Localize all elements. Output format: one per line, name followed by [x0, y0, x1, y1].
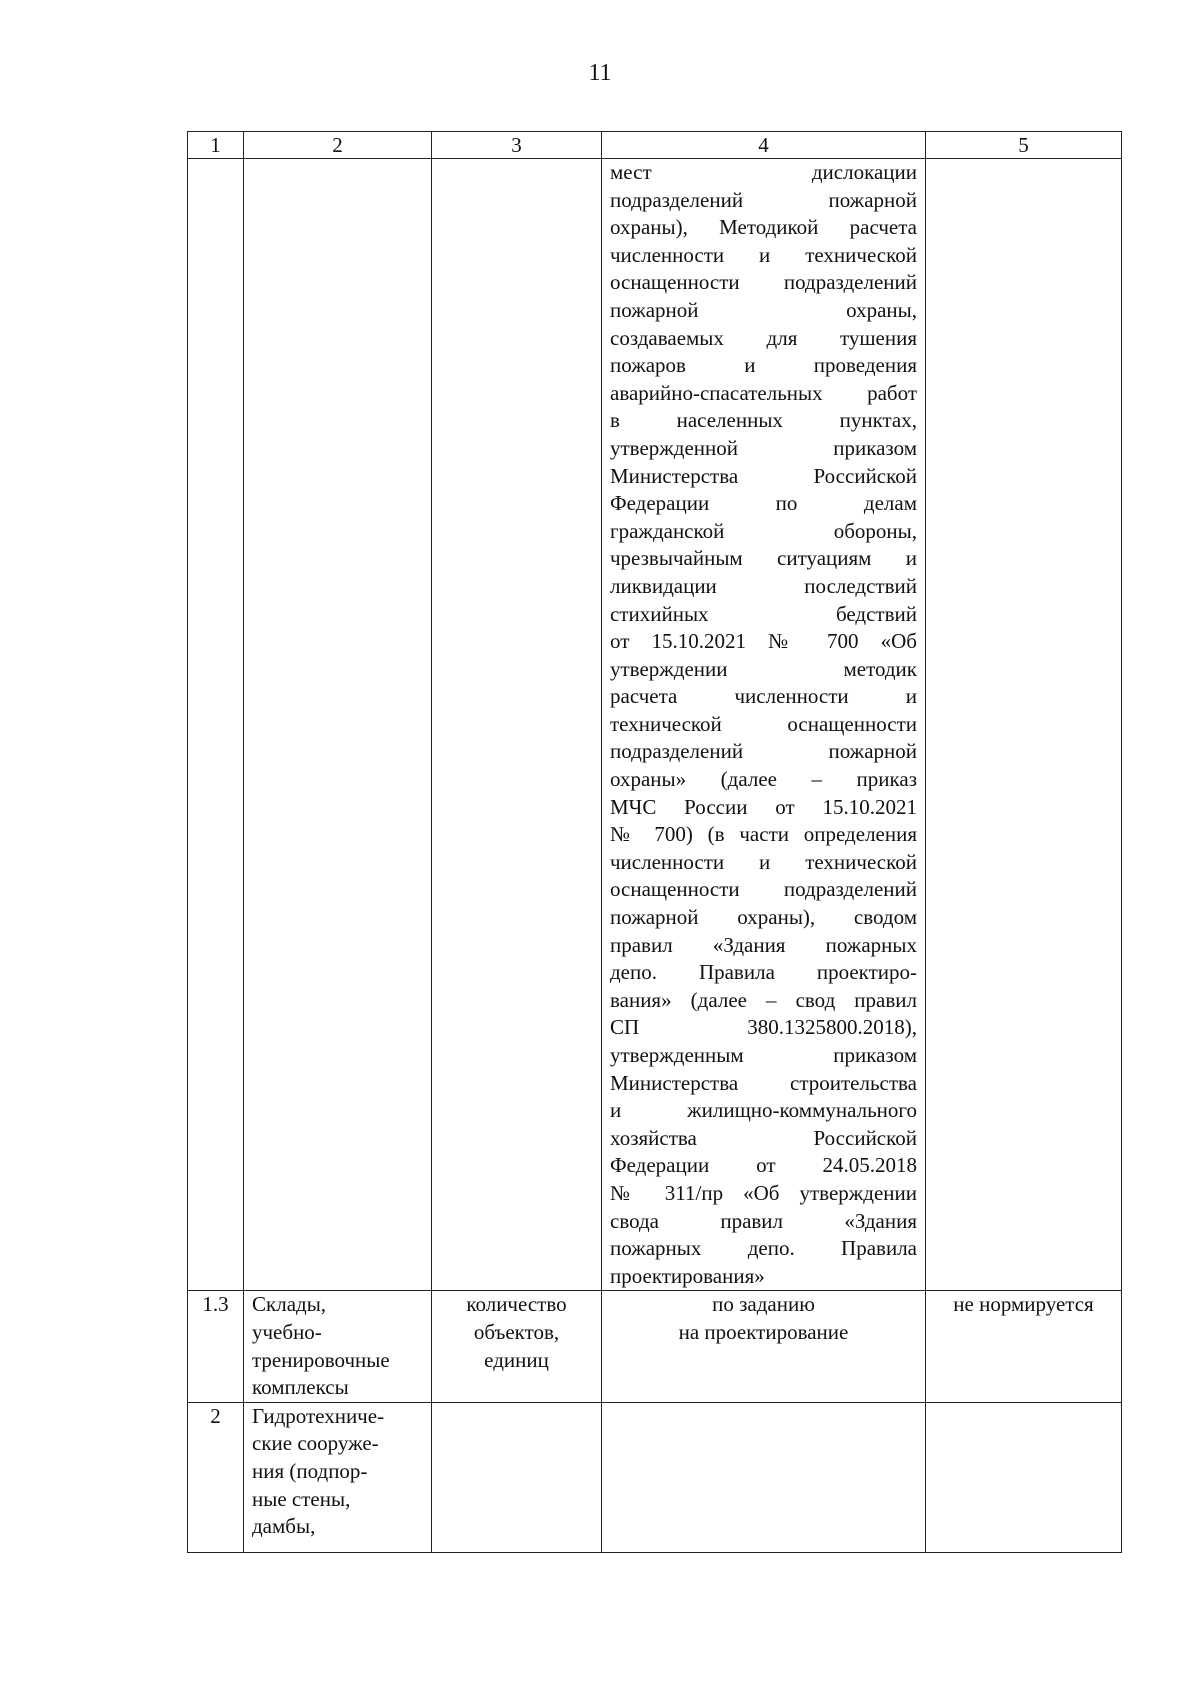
table-row-2	[188, 1402, 1122, 1552]
column-header-1: 1	[188, 132, 244, 159]
cell-value-line: вания» (далее – свод правил	[610, 987, 917, 1012]
cell-value-line: создаваемых для тушения	[610, 325, 917, 350]
cell-norm	[926, 159, 1122, 1291]
cell-value-line: численности и технической	[610, 849, 917, 874]
row-name-line: ния (подпор-	[252, 1458, 368, 1483]
cell-value-line: № 700) (в части определения	[610, 822, 917, 847]
row-unit	[432, 1291, 602, 1402]
cell-value-line: охраны» (далее – приказ	[610, 767, 917, 792]
row-name-line: Гидротехниче-	[252, 1403, 385, 1428]
cell-value-line: мест дислокации	[610, 160, 917, 184]
row-name	[244, 1291, 432, 1402]
table-header-row	[188, 132, 1122, 159]
cell-value-line: охраны), Методикой расчета	[610, 215, 917, 240]
row-name-line: тренировочные	[252, 1347, 390, 1372]
cell-num	[188, 159, 244, 1291]
row-name	[244, 1402, 432, 1552]
cell-value-line: чрезвычайным ситуациям и	[610, 546, 917, 571]
cell-value-line: СП 380.1325800.2018),	[610, 1015, 917, 1040]
row-name-line: дамбы,	[252, 1514, 316, 1539]
row-name-line: учебно-	[252, 1319, 322, 1344]
cell-value-line: утверждении методик	[610, 656, 917, 681]
cell-value-line: пожаров и проведения	[610, 353, 917, 378]
cell-value-line: расчета численности и	[610, 684, 917, 709]
table-row-1-3	[188, 1291, 1122, 1402]
row-name-line: ские сооруже-	[252, 1431, 379, 1456]
cell-value-line: Министерства строительства	[610, 1070, 917, 1095]
cell-value-line: оснащенности подразделений	[610, 270, 917, 295]
row-unit-line: количество	[466, 1292, 567, 1317]
row-unit-line: единиц	[484, 1347, 549, 1372]
page-number: 11	[588, 60, 612, 86]
cell-value-line: подразделений пожарной	[610, 739, 917, 764]
cell-value-line: утвержденной приказом	[610, 435, 917, 460]
cell-value-line: численности и технической	[610, 242, 917, 267]
row-unit	[432, 1402, 602, 1552]
column-header-4: 4	[602, 132, 926, 159]
row-number: 2	[188, 1402, 244, 1552]
cell-value-line: утвержденным приказом	[610, 1043, 917, 1067]
row-value	[602, 1402, 926, 1552]
cell-value-line: пожарной охраны), сводом	[610, 905, 917, 930]
table-row-continued	[188, 159, 1122, 1291]
cell-value-line: № 311/пр «Об утверждении	[610, 1180, 917, 1205]
row-name-line: ные стены,	[252, 1486, 351, 1511]
row-value-line: на проектирование	[678, 1319, 849, 1344]
cell-value-line: и жилищно-коммунального	[610, 1098, 917, 1123]
cell-value-line: правил «Здания пожарных	[610, 932, 917, 957]
cell-name	[244, 159, 432, 1291]
column-header-3: 3	[432, 132, 602, 159]
cell-value-line: гражданской обороны,	[610, 518, 917, 543]
cell-value-line: МЧС России от 15.10.2021	[610, 794, 917, 819]
row-norm	[926, 1402, 1122, 1552]
row-value-line: по заданию	[712, 1292, 815, 1317]
row-name-line: Склады,	[252, 1292, 327, 1317]
requirements-table	[187, 131, 1122, 1553]
cell-value-line: в населенных пунктах,	[610, 408, 917, 433]
cell-value-line: подразделений пожарной	[610, 187, 917, 212]
cell-value-line: от 15.10.2021 № 700 «Об	[610, 629, 917, 654]
row-number: 1.3	[188, 1291, 244, 1402]
cell-value-line: стихийных бедствий	[610, 601, 917, 626]
row-norm: не нормируется	[926, 1291, 1122, 1402]
column-header-5: 5	[926, 132, 1122, 159]
row-name-line: комплексы	[252, 1375, 349, 1400]
cell-unit	[432, 159, 602, 1291]
cell-value-line: свода правил «Здания	[610, 1208, 917, 1233]
cell-value-line: Министерства Российской	[610, 463, 917, 488]
cell-value-line: пожарной охраны,	[610, 297, 917, 322]
row-value	[602, 1291, 926, 1402]
cell-value-line: хозяйства Российской	[610, 1125, 917, 1150]
cell-value-line: депо. Правила проектиро-	[610, 960, 917, 985]
cell-value-line: технической оснащенности	[610, 711, 917, 736]
row-unit-line: объектов,	[473, 1319, 560, 1344]
cell-value-line: пожарных депо. Правила	[610, 1236, 917, 1261]
cell-value	[602, 159, 926, 1291]
cell-value-line: Федерации по делам	[610, 491, 917, 516]
cell-value-line: проектирования»	[610, 1263, 765, 1288]
cell-value-line: оснащенности подразделений	[610, 877, 917, 902]
cell-value-line: ликвидации последствий	[610, 573, 917, 598]
cell-value-line: аварийно-спасательных работ	[610, 380, 917, 405]
column-header-2: 2	[244, 132, 432, 159]
cell-value-line: Федерации от 24.05.2018	[610, 1153, 917, 1178]
